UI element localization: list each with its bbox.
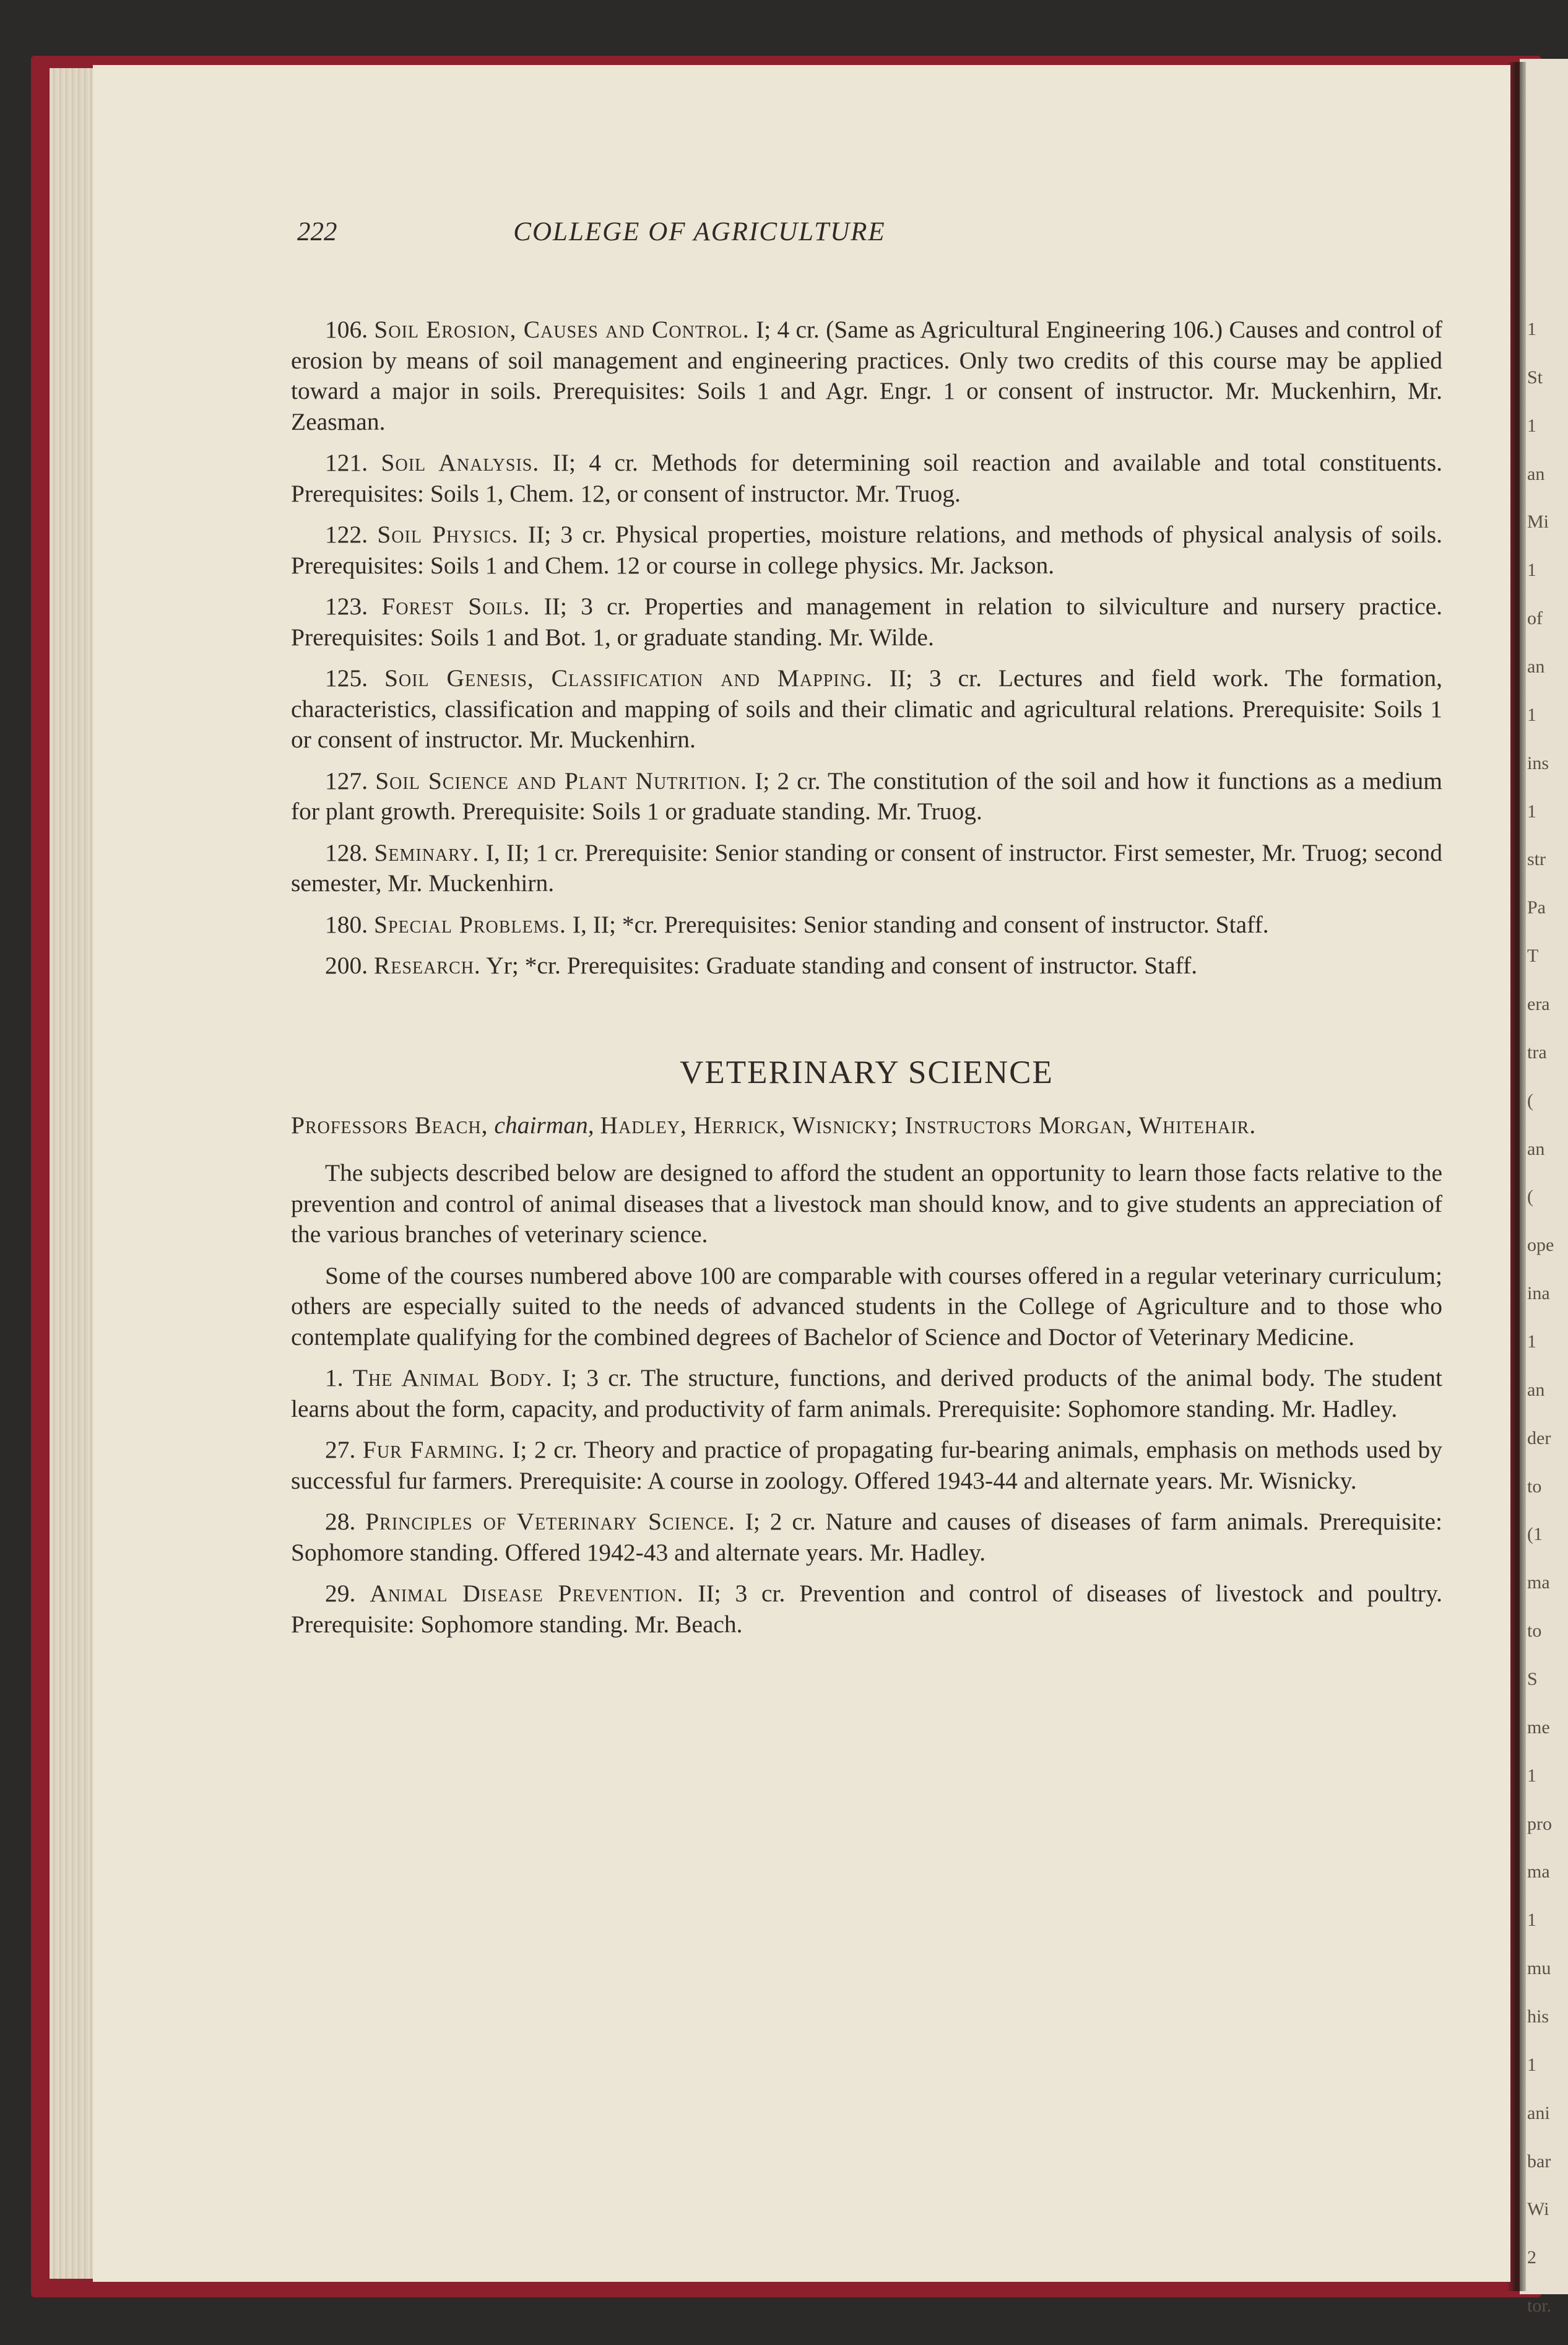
course-number: 121. bbox=[325, 449, 368, 476]
facing-page-fragment: St bbox=[1527, 367, 1543, 388]
facing-page-fragment: T bbox=[1527, 946, 1539, 966]
course-description: II; 3 cr. Lectures and field work. The formation, characteristics, classification and mapping of soils and their climatic and agricultural relations. Prerequisite: Soils 1 or consent of instructor. Mr. Muckenhirn. bbox=[291, 664, 1443, 753]
facing-page-fragment: to bbox=[1527, 1621, 1542, 1641]
course-entry bbox=[291, 766, 1442, 827]
course-name: Animal Disease Prevention. bbox=[370, 1580, 684, 1607]
course-name: Forest Soils. bbox=[381, 593, 531, 620]
facing-page-fragment: 1 bbox=[1527, 2055, 1536, 2075]
course-entry bbox=[291, 663, 1442, 755]
facing-page-fragment: (1 bbox=[1527, 1524, 1543, 1544]
intro-paragraph: The subjects described below are designed to afford the student an opportunity to learn those facts relative to the prevention and control of animal diseases that a livestock man should know, and to give students an appreciation of the various branches of veterinary science. bbox=[291, 1159, 1442, 1248]
course-entry bbox=[291, 1507, 1442, 1568]
facing-page-fragment: 1 bbox=[1527, 1331, 1536, 1352]
section-heading: VETERINARY SCIENCE bbox=[680, 1054, 1054, 1090]
course-description: I, II; 1 cr. Prerequisite: Senior standing or consent of instructor. First semester, Mr. Truog; second semester, Mr. Muckenhirn. bbox=[291, 838, 1442, 897]
course-description: I; 4 cr. (Same as Agricultural Engineering 106.) Causes and control of erosion by means of soil management and engineering practices. Only two credits of this course may be applied toward a major in soils. Prerequisites: Soils 1 and Agr. Engr. 1 or consent of instructor. Mr. Muckenhirn, Mr. Zeasman. bbox=[291, 316, 1443, 435]
facing-page-fragment: ( bbox=[1527, 1186, 1533, 1207]
course-number: 1. bbox=[325, 1364, 344, 1391]
facing-page-fragment: an bbox=[1527, 656, 1545, 677]
course-name: Principles of Veterinary Science. bbox=[365, 1508, 735, 1535]
vet-course-list bbox=[291, 1363, 1442, 1640]
course-entry bbox=[291, 1435, 1442, 1496]
course-name: Fur Farming. bbox=[362, 1436, 505, 1463]
soils-course-list bbox=[291, 315, 1442, 981]
course-number: 127. bbox=[325, 767, 368, 794]
course-description: I, II; *cr. Prerequisites: Senior standing and consent of instructor. Staff. bbox=[572, 910, 1269, 938]
course-description: Yr; *cr. Prerequisites: Graduate standing and consent of instructor. Staff. bbox=[486, 952, 1198, 979]
facing-page-fragment: ma bbox=[1527, 1861, 1550, 1882]
facing-page-fragment: 2 bbox=[1527, 2247, 1536, 2268]
course-number: 125. bbox=[325, 664, 368, 692]
intro-paragraph: Some of the courses numbered above 100 are comparable with courses offered in a regular veterinary curriculum; others are especially suited to the needs of advanced students in the College of Agriculture and to those who contemplate qualifying for the combined degrees of Bachelor of Science and Doctor of Veterinary Medicine. bbox=[291, 1261, 1442, 1351]
facing-page-fragment: der bbox=[1527, 1428, 1551, 1448]
course-description: II; 3 cr. Prevention and control of diseases of livestock and poultry. Prerequisite: Sophomore standing. Mr. Beach. bbox=[291, 1580, 1443, 1638]
course-entry bbox=[291, 520, 1442, 581]
course-entry bbox=[291, 448, 1442, 509]
course-name: Soil Science and Plant Nutrition. bbox=[375, 767, 748, 794]
course-description: I; 2 cr. Theory and practice of propagating fur-bearing animals, emphasis on methods used by successful fur farmers. Prerequisite: A course in zoology. Offered 1943-44 and alternate years. Mr. Wisnicky. bbox=[291, 1436, 1442, 1494]
facing-page-fragment: 1 bbox=[1527, 415, 1536, 436]
course-name: Seminary. bbox=[374, 838, 480, 866]
course-entry bbox=[291, 838, 1442, 899]
course-name: Soil Genesis, Classification and Mapping. bbox=[384, 664, 873, 692]
facing-page-edge bbox=[1520, 59, 1568, 2316]
course-entry bbox=[291, 315, 1442, 437]
course-description: I; 2 cr. The constitution of the soil and how it functions as a medium for plant growth. Prerequisite: Soils 1 or graduate standing. Mr. Truog. bbox=[291, 767, 1443, 825]
running-title: COLLEGE OF AGRICULTURE bbox=[513, 217, 886, 246]
facing-page-fragment: 1 bbox=[1527, 1910, 1536, 1930]
facing-page-fragment: me bbox=[1527, 1717, 1550, 1738]
course-number: 122. bbox=[325, 521, 368, 548]
running-header bbox=[297, 217, 1102, 260]
page-number: 222 bbox=[297, 217, 337, 246]
faculty-list: Professors Beach, chairman, Hadley, Herrick, Wisnicky; Instructors Morgan, Whitehair. bbox=[291, 1111, 1257, 1139]
facing-page-fragment: S bbox=[1527, 1669, 1538, 1689]
facing-page-fragment: of bbox=[1527, 608, 1543, 629]
facing-page-fragment: pro bbox=[1527, 1814, 1552, 1834]
course-entry bbox=[291, 910, 1442, 941]
course-description: II; 3 cr. Physical properties, moisture relations, and methods of physical analysis of soils. Prerequisites: Soils 1 and Chem. 12 or course in college physics. Mr. Jackson. bbox=[291, 521, 1442, 579]
course-name: Research. bbox=[374, 952, 481, 979]
facing-page-fragment: 1 bbox=[1527, 560, 1536, 580]
facing-page-fragment: to bbox=[1527, 1476, 1542, 1497]
course-entry bbox=[291, 1363, 1442, 1424]
facing-page-fragment: ope bbox=[1527, 1235, 1554, 1255]
course-number: 27. bbox=[325, 1436, 356, 1463]
course-number: 123. bbox=[325, 593, 368, 620]
facing-page-fragment: Pa bbox=[1527, 897, 1546, 918]
facing-page-fragment: his bbox=[1527, 2006, 1549, 2027]
facing-page-fragment: ( bbox=[1527, 1090, 1533, 1111]
facing-page-fragment: ins bbox=[1527, 753, 1549, 773]
course-description: II; 3 cr. Properties and management in relation to silviculture and nursery practice. Prerequisites: Soils 1 and Bot. 1, or graduate standing. Mr. Wilde. bbox=[291, 593, 1443, 651]
facing-page-fragment: mu bbox=[1527, 1958, 1551, 1978]
course-description: II; 4 cr. Methods for determining soil reaction and available and total constituents. Prerequisites: Soils 1, Chem. 12, or consent of instructor. Mr. Truog. bbox=[291, 449, 1442, 507]
course-number: 200. bbox=[325, 952, 368, 979]
facing-page-fragment: 1 bbox=[1527, 705, 1536, 725]
course-number: 128. bbox=[325, 838, 368, 866]
course-description: I; 3 cr. The structure, functions, and derived products of the animal body. The student learns about the form, capacity, and productivity of farm animals. Prerequisite: Sophomore standing. Mr. Hadley. bbox=[291, 1364, 1443, 1422]
course-number: 28. bbox=[325, 1508, 356, 1535]
course-name: Soil Physics. bbox=[377, 521, 519, 548]
course-entry bbox=[291, 591, 1442, 653]
facing-page-fragment: Wi bbox=[1527, 2199, 1549, 2219]
course-description: I; 2 cr. Nature and causes of diseases of farm animals. Prerequisite: Sophomore standing. Offered 1942-43 and alternate years. Mr. Hadley. bbox=[291, 1508, 1443, 1566]
facing-page-fragment: Mi bbox=[1527, 511, 1549, 532]
course-name: Soil Erosion, Causes and Control. bbox=[374, 316, 750, 343]
course-entry bbox=[291, 951, 1442, 981]
facing-page-fragment: tra bbox=[1527, 1042, 1547, 1063]
facing-page-fragment: an bbox=[1527, 464, 1545, 484]
course-number: 29. bbox=[325, 1580, 356, 1607]
facing-page-fragment: 1 bbox=[1527, 801, 1536, 822]
facing-page-fragment: era bbox=[1527, 994, 1550, 1014]
course-name: Special Problems. bbox=[374, 910, 566, 938]
facing-page-fragment: tor. bbox=[1527, 2295, 1552, 2316]
faculty-role: chairman, bbox=[494, 1111, 594, 1139]
facing-page-fragment: bar bbox=[1527, 2151, 1551, 2172]
facing-page-fragment: str bbox=[1527, 849, 1546, 869]
facing-page-fragment: ma bbox=[1527, 1572, 1550, 1593]
course-number: 106. bbox=[325, 316, 368, 343]
facing-page-fragment: 1 bbox=[1527, 319, 1536, 339]
course-name: Soil Analysis. bbox=[381, 449, 540, 476]
page-content bbox=[291, 315, 1442, 1650]
facing-page-fragment: an bbox=[1527, 1380, 1545, 1400]
course-name: The Animal Body. bbox=[352, 1364, 553, 1391]
course-entry bbox=[291, 1578, 1442, 1640]
course-number: 180. bbox=[325, 910, 368, 938]
facing-page-fragment: ani bbox=[1527, 2103, 1550, 2123]
facing-page-fragment: 1 bbox=[1527, 1765, 1536, 1786]
facing-page-fragment: ina bbox=[1527, 1283, 1550, 1303]
facing-page-fragment: an bbox=[1527, 1139, 1545, 1159]
